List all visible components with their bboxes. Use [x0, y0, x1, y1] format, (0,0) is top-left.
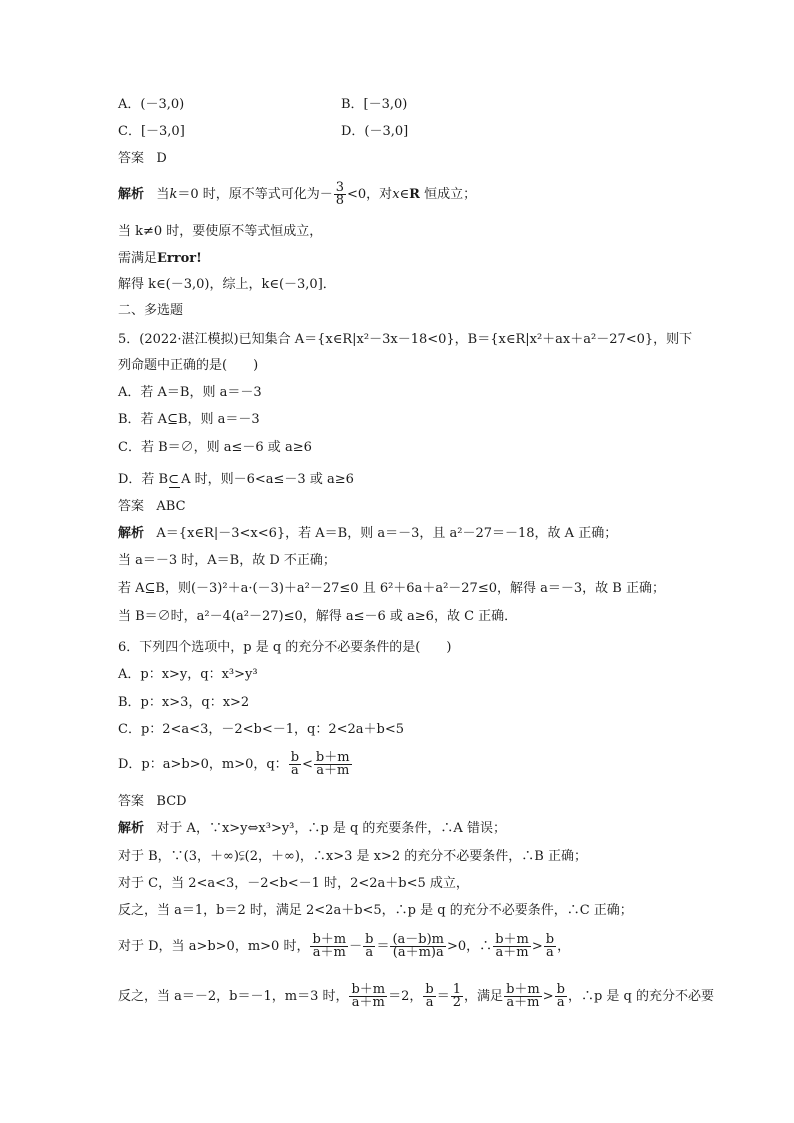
- q6-stem: 6．下列四个选项中，p 是 q 的充分不必要条件的是( ): [118, 640, 452, 655]
- fraction: $\frac{b}{a}$: [556, 982, 565, 1010]
- q5-answer: [118, 498, 186, 516]
- q6-analysis-4: 反之，当 a＝1，b＝2 时，满足 2<2a＋b<5，∴p 是 q 的充分不必要条件，∴C 正确；: [118, 903, 633, 918]
- fraction: $\frac{b+m}{a+m}$: [506, 982, 540, 1010]
- q5-analysis-2: 当 a＝－3 时，A＝B，故 D 不正确；: [118, 553, 336, 568]
- q6-option-a: A．p：x>y，q：x³>y³: [118, 667, 258, 682]
- analysis-text: 需满足: [118, 251, 158, 266]
- section-heading: 二、多选题: [118, 303, 184, 318]
- fraction: $\frac{1}{2}$: [452, 982, 462, 1010]
- analysis-text: 当: [156, 187, 170, 202]
- q5-option-c: C．若 B＝∅，则 a≤－6 或 a≥6: [118, 440, 312, 455]
- fraction: $\frac{b+m}{a+m}$: [351, 982, 386, 1010]
- q5-option-d: [118, 471, 354, 489]
- q5-option-a: A．若 A＝B，则 a＝－3: [118, 385, 262, 400]
- answer-value: ABC: [156, 499, 186, 514]
- fraction: $\frac{3}{8}$: [335, 180, 345, 208]
- q5-analysis-3: 若 A⊆B，则(－3)²＋a·(－3)＋a²－27≤0 且 6²＋6a＋a²－27≤0，解得 a＝－3，故 B 正确；: [118, 581, 665, 596]
- q4-option-a: A．(－3,0): [118, 97, 185, 112]
- q5-analysis-4: 当 B＝∅时，a²－4(a²－27)≤0，解得 a≤－6 或 a≥6，故 C 正确．: [118, 609, 518, 624]
- q5-analysis-1: [118, 525, 617, 543]
- answer-label: 答案: [118, 794, 145, 809]
- answer-label: 答案: [118, 499, 145, 514]
- q4-analysis-2: 当 k≠0 时，要使原不等式恒成立，: [118, 224, 323, 239]
- q6-option-c: C．p：2<a<3，－2<b<－1，q：2<2a＋b<5: [118, 722, 404, 737]
- q6-option-d: D．p：a>b>0，m>0，q： $\frac{b}{a}$ < $\frac{b+m}{a+m}$: [118, 750, 350, 778]
- q6-analysis-2: 对于 B，∵(3，＋∞)⫋(2，＋∞)，∴x>3 是 x>2 的充分不必要条件，∴B 正确；: [118, 849, 587, 864]
- q6-answer: [118, 793, 187, 811]
- fraction: $\frac{b+m}{a+m}$: [315, 750, 350, 778]
- fraction: $\frac{b}{a}$: [545, 932, 555, 960]
- answer-value: BCD: [156, 794, 187, 809]
- q6-option-b: B．p：x>3，q：x>2: [118, 695, 250, 710]
- q5-stem-1: 5．(2022·湛江模拟)已知集合 A＝{x∈R|x²－3x－18<0}，B＝{x∈R|x²＋ax＋a²－27<0}，则下: [118, 332, 693, 347]
- analysis-text: <0，对: [347, 187, 393, 202]
- q4-option-b: B．[－3,0): [341, 97, 408, 112]
- fraction: $\frac{b}{a}$: [425, 982, 434, 1010]
- option-text: D．若 B: [118, 472, 169, 487]
- option-text: A 时，则－6<a≤－3 或 a≥6: [181, 472, 354, 487]
- fraction: $\frac{b}{a}$: [365, 932, 374, 960]
- analysis-text: 对于 A，∵x>y⇔x³>y³，∴p 是 q 的充要条件，∴A 错误；: [156, 821, 506, 836]
- q6-analysis-3: 对于 C，当 2<a<3，－2<b<－1 时，2<2a＋b<5 成立，: [118, 876, 469, 891]
- q4-option-d: D．(－3,0]: [341, 124, 409, 139]
- proper-subset-symbol: [168, 471, 181, 489]
- q5-option-b: B．若 A⊆B，则 a＝－3: [118, 412, 260, 427]
- q4-analysis-4: 解得 k∈(－3,0)，综上，k∈(－3,0]．: [118, 277, 336, 292]
- analysis-label: 解析: [118, 821, 145, 836]
- fraction: $\frac{b+m}{a+m}$: [495, 932, 529, 960]
- analysis-label: 解析: [118, 526, 145, 541]
- q6-analysis-5: 对于 D，当 a>b>0，m>0 时， $\frac{b+m}{a+m}$ － $\frac{b}{a}$ ＝ $\frac{(a-b)m}{(a+m)a}$ >0，∴ $\frac{b+m}{a+m}$ > $\frac{b}{a}$ ，: [118, 932, 571, 960]
- q5-stem-2: 列命题中正确的是( ): [118, 358, 259, 373]
- fraction: $\frac{b+m}{a+m}$: [312, 932, 347, 960]
- analysis-text: ＝0 时，原不等式可化为－: [177, 187, 333, 202]
- analysis-text: A＝{x∈R|－3<x<6}，若 A＝B，则 a＝－3，且 a²－27＝－18，故 A 正确；: [156, 526, 618, 541]
- fraction: $\frac{b}{a}$: [290, 750, 300, 778]
- answer-value: D: [156, 151, 167, 166]
- error-text: Error!: [157, 251, 202, 266]
- q4-analysis-3: [118, 250, 202, 268]
- q4-answer: [118, 150, 167, 168]
- fraction: $\frac{(a-b)m}{(a+m)a}$: [392, 932, 445, 960]
- analysis-label: 解析: [118, 187, 145, 202]
- option-text: D．p：a>b>0，m>0，q：: [118, 757, 288, 772]
- q4-analysis-1: 解析 当k＝0 时，原不等式可化为－ $\frac{3}{8}$ <0，对x∈R 恒成立；: [118, 180, 477, 208]
- q6-analysis-1: [118, 820, 506, 838]
- analysis-text: 恒成立；: [424, 187, 477, 202]
- q4-option-c: C．[－3,0]: [118, 124, 185, 139]
- q6-analysis-6: 反之，当 a＝－2，b＝－1，m＝3 时， $\frac{b+m}{a+m}$ ＝2， $\frac{b}{a}$ ＝ $\frac{1}{2}$ ，满足 $\frac{b+m}{a+m}$ > $\frac{b}{a}$ ，∴p 是 q 的充分不必要: [118, 982, 714, 1010]
- answer-label: 答案: [118, 151, 145, 166]
